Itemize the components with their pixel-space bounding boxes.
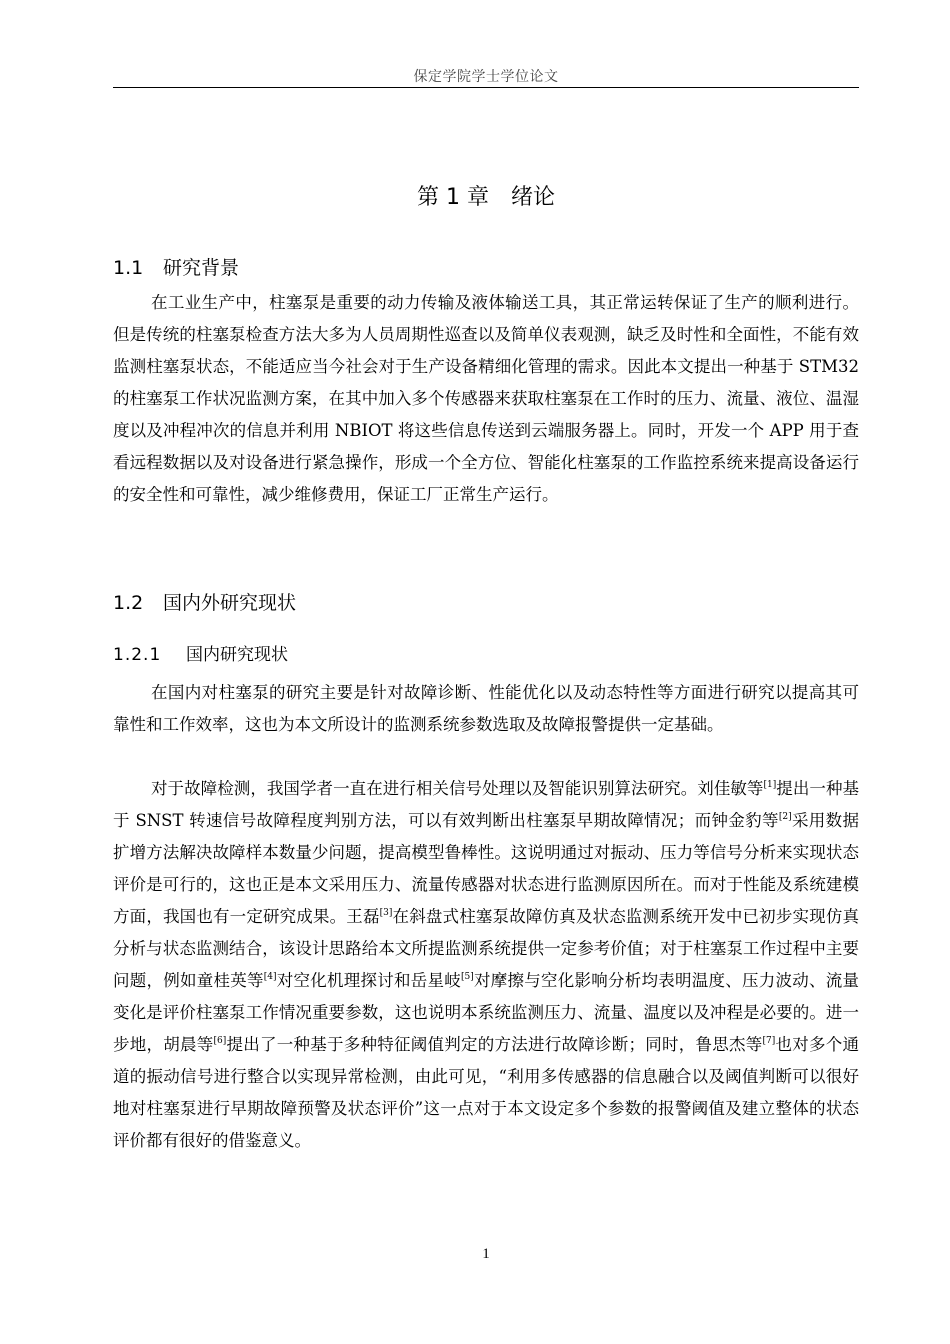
text-run: 在斜盘式柱塞泵故障仿真及状态监测系统开发中已初步实现仿真分析与状态监测结合，该设计思路给本文所提监测系统提供一定参考价值；对于柱塞泵工作过程中主要问题，例如童桂英等 xyxy=(113,907,860,990)
citation-ref: [7] xyxy=(762,1036,776,1046)
running-header: 保定学院学士学位论文 xyxy=(413,69,559,85)
text-run: 采用数据扩增方法解决故障样本数量少问题，提高模型鲁棒性。这说明通过对振动、压力等信号分析来实现状态评价是可行的，这也正是本文采用压力、流量传感器对状态进行监测原因所在。而对于性能及系统建模方面，我国也有一定研究成果。王磊 xyxy=(113,811,859,926)
citation-ref: [5] xyxy=(461,972,474,982)
text-run: 对摩擦与空化影响分析均表明温度、压力波动、流量变化是评价柱塞泵工作情况重要参数，这也说明本系统监测压力、流量、温度以及冲程是必要的。进一步地，胡晨等 xyxy=(113,971,859,1054)
section-title: 国内外研究现状 xyxy=(163,592,297,614)
subsection-number: 1.2.1 xyxy=(113,645,162,665)
subsection-heading-1-2-1 xyxy=(113,640,288,665)
text-run: 也对多个通道的振动信号进行整合以实现异常检测，由此可见，“利用多传感器的信息融合以及阈值判断可以很好地对柱塞泵进行早期故障预警及状态评价”这一点对于本文设定多个参数的报警阈值及建立整体的状态评价都有很好的借鉴意义。 xyxy=(113,1035,859,1150)
paragraph-domestic-intro: 在国内对柱塞泵的研究主要是针对故障诊断、性能优化以及动态特性等方面进行研究以提高其可靠性和工作效率，这也为本文所设计的监测系统参数选取及故障报警提供一定基础。 xyxy=(113,683,859,734)
chapter-heading xyxy=(113,180,859,211)
text-run: 对于故障检测，我国学者一直在进行相关信号处理以及智能识别算法研究。刘佳敏等 xyxy=(151,779,764,798)
citation-ref: [2] xyxy=(778,812,792,822)
paragraph-fault-detection xyxy=(113,773,859,1157)
citation-ref: [1] xyxy=(763,780,777,790)
section-number: 1.1 xyxy=(113,257,144,279)
section-heading-1-1 xyxy=(113,253,239,280)
citation-ref: [3] xyxy=(379,908,393,918)
subsection-title: 国内研究现状 xyxy=(186,645,288,665)
header-rule xyxy=(113,87,859,88)
chapter-title: 绪论 xyxy=(510,185,555,210)
paragraph-research-background: 在工业生产中，柱塞泵是重要的动力传输及液体输送工具，其正常运转保证了生产的顺利进行。但是传统的柱塞泵检查方法大多为人员周期性巡查以及简单仪表观测，缺乏及时性和全面性，不能有效监测柱塞泵状态，不能适应当今社会对于生产设备精细化管理的需求。因此本文提出一种基于 STM32 的柱塞泵工作状况监测方案，在其中加入多个传感器来获取柱塞泵在工作时的压力、流量、液位、温湿度以及冲程冲次的信息并利用 NBIOT 将这些信息传送到云端服务器上。同时，开发一个 APP 用于查看远程数据以及对设备进行紧急操作，形成一个全方位、智能化柱塞泵的工作监控系统来提高设备运行的安全性和可靠性，减少维修费用，保证工厂正常生产运行。 xyxy=(113,293,859,504)
page-number: 1 xyxy=(482,1246,490,1262)
section-title: 研究背景 xyxy=(163,257,240,279)
citation-ref: [6] xyxy=(213,1036,227,1046)
chapter-number: 第 1 章 xyxy=(417,185,489,210)
section-heading-1-2 xyxy=(113,588,296,615)
text-run: 对空化机理探讨和岳星岐 xyxy=(276,971,461,990)
text-run: 提出了一种基于多种特征阈值判定的方法进行故障诊断；同时，鲁思杰等 xyxy=(226,1035,763,1054)
section-number: 1.2 xyxy=(113,592,144,614)
citation-ref: [4] xyxy=(263,972,277,982)
text-run: 提出一种基于 SNST 转速信号故障程度判别方法，可以有效判断出柱塞泵早期故障情况；而钟金豹等 xyxy=(113,779,860,830)
